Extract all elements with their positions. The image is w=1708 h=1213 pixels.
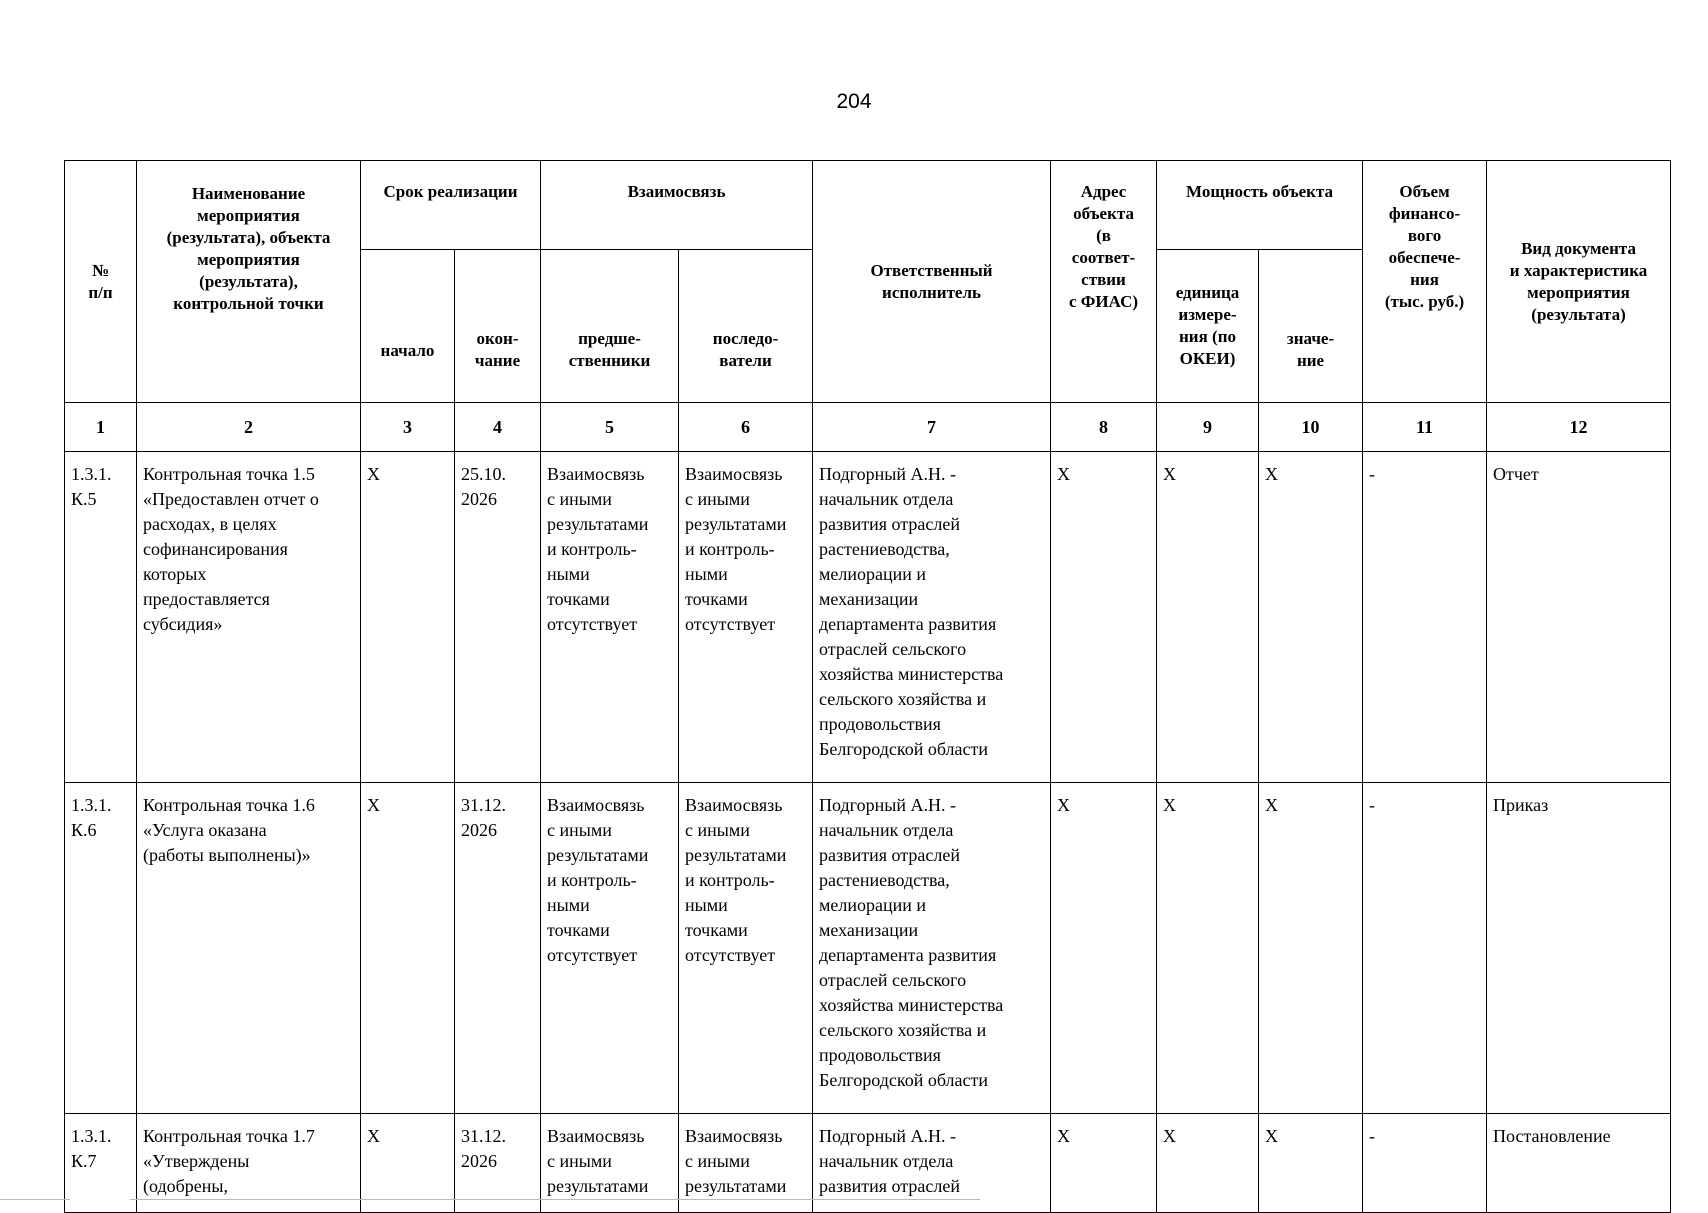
row-end: 25.10. 2026	[455, 452, 541, 783]
header-period: Срок реализации	[361, 161, 541, 250]
row-end: 31.12. 2026	[455, 783, 541, 1114]
row-doc-type: Отчет	[1487, 452, 1671, 783]
column-number: 9	[1157, 403, 1259, 452]
table-row	[65, 452, 1671, 783]
row-funding: -	[1363, 783, 1487, 1114]
row-predecessors: Взаимосвязь с иными результатами и контроль- ными точками отсутствует	[541, 783, 679, 1114]
row-value: X	[1259, 1114, 1363, 1213]
column-number: 6	[679, 403, 813, 452]
row-address: X	[1051, 783, 1157, 1114]
row-value: X	[1259, 783, 1363, 1114]
row-start: X	[361, 1114, 455, 1213]
row-predecessors: Взаимосвязь с иными результатами	[541, 1114, 679, 1213]
column-number: 7	[813, 403, 1051, 452]
row-successors: Взаимосвязь с иными результатами и контроль- ными точками отсутствует	[679, 783, 813, 1114]
row-successors: Взаимосвязь с иными результатами и контроль- ными точками отсутствует	[679, 452, 813, 783]
header-doc-type: Вид документа и характеристика мероприятия (результата)	[1487, 161, 1671, 403]
row-doc-type: Приказ	[1487, 783, 1671, 1114]
header-funding: Объем финансо- вого обеспече- ния (тыс. руб.)	[1363, 161, 1487, 403]
column-number: 4	[455, 403, 541, 452]
row-number: 1.3.1. К.6	[65, 783, 137, 1114]
column-number: 10	[1259, 403, 1363, 452]
header-relation-prev: предше- ственники	[541, 250, 679, 403]
header-relation: Взаимосвязь	[541, 161, 813, 250]
row-unit: X	[1157, 452, 1259, 783]
row-executor: Подгорный А.Н. - начальник отдела развития отраслей растениеводства, мелиорации и механизации департамента развития отраслей сельского хозяйства министерства сельского хозяйства и продовольствия Белгородской области	[813, 452, 1051, 783]
row-start: X	[361, 783, 455, 1114]
header-capacity-value: значе- ние	[1259, 250, 1363, 403]
row-number: 1.3.1. К.5	[65, 452, 137, 783]
header-num: № п/п	[65, 161, 137, 403]
row-start: X	[361, 452, 455, 783]
column-number: 1	[65, 403, 137, 452]
header-row-top	[65, 161, 1671, 250]
column-number: 2	[137, 403, 361, 452]
header-name: Наименование мероприятия (результата), объекта мероприятия (результата), контрольной точки	[137, 161, 361, 403]
column-number-row	[65, 403, 1671, 452]
header-executor: Ответственный исполнитель	[813, 161, 1051, 403]
row-end: 31.12. 2026	[455, 1114, 541, 1213]
row-successors: Взаимосвязь с иными результатами	[679, 1114, 813, 1213]
row-name: Контрольная точка 1.7 «Утверждены (одобрены,	[137, 1114, 361, 1213]
column-number: 8	[1051, 403, 1157, 452]
header-period-end: окон- чание	[455, 250, 541, 403]
row-name: Контрольная точка 1.5 «Предоставлен отчет о расходах, в целях софинансирования которых предоставляется субсидия»	[137, 452, 361, 783]
row-number: 1.3.1. К.7	[65, 1114, 137, 1213]
control-points-table	[64, 160, 1671, 1213]
row-address: X	[1051, 452, 1157, 783]
row-executor: Подгорный А.Н. - начальник отдела развития отраслей	[813, 1114, 1051, 1213]
header-address: Адрес объекта (в соответ- ствии с ФИАС)	[1051, 161, 1157, 403]
row-name: Контрольная точка 1.6 «Услуга оказана (работы выполнены)»	[137, 783, 361, 1114]
row-funding: -	[1363, 452, 1487, 783]
column-number: 5	[541, 403, 679, 452]
row-value: X	[1259, 452, 1363, 783]
header-period-start: начало	[361, 250, 455, 403]
row-unit: X	[1157, 783, 1259, 1114]
header-relation-next: последо- ватели	[679, 250, 813, 403]
row-unit: X	[1157, 1114, 1259, 1213]
row-address: X	[1051, 1114, 1157, 1213]
row-funding: -	[1363, 1114, 1487, 1213]
header-capacity: Мощность объекта	[1157, 161, 1363, 250]
row-predecessors: Взаимосвязь с иными результатами и контроль- ными точками отсутствует	[541, 452, 679, 783]
row-executor: Подгорный А.Н. - начальник отдела развития отраслей растениеводства, мелиорации и механизации департамента развития отраслей сельского хозяйства министерства сельского хозяйства и продовольствия Белгородской области	[813, 783, 1051, 1114]
table-row	[65, 783, 1671, 1114]
row-doc-type: Постановление	[1487, 1114, 1671, 1213]
header-capacity-unit: единица измере- ния (по ОКЕИ)	[1157, 250, 1259, 403]
column-number: 11	[1363, 403, 1487, 452]
column-number: 3	[361, 403, 455, 452]
table-row	[65, 1114, 1671, 1213]
page-number: 204	[836, 90, 872, 113]
column-number: 12	[1487, 403, 1671, 452]
